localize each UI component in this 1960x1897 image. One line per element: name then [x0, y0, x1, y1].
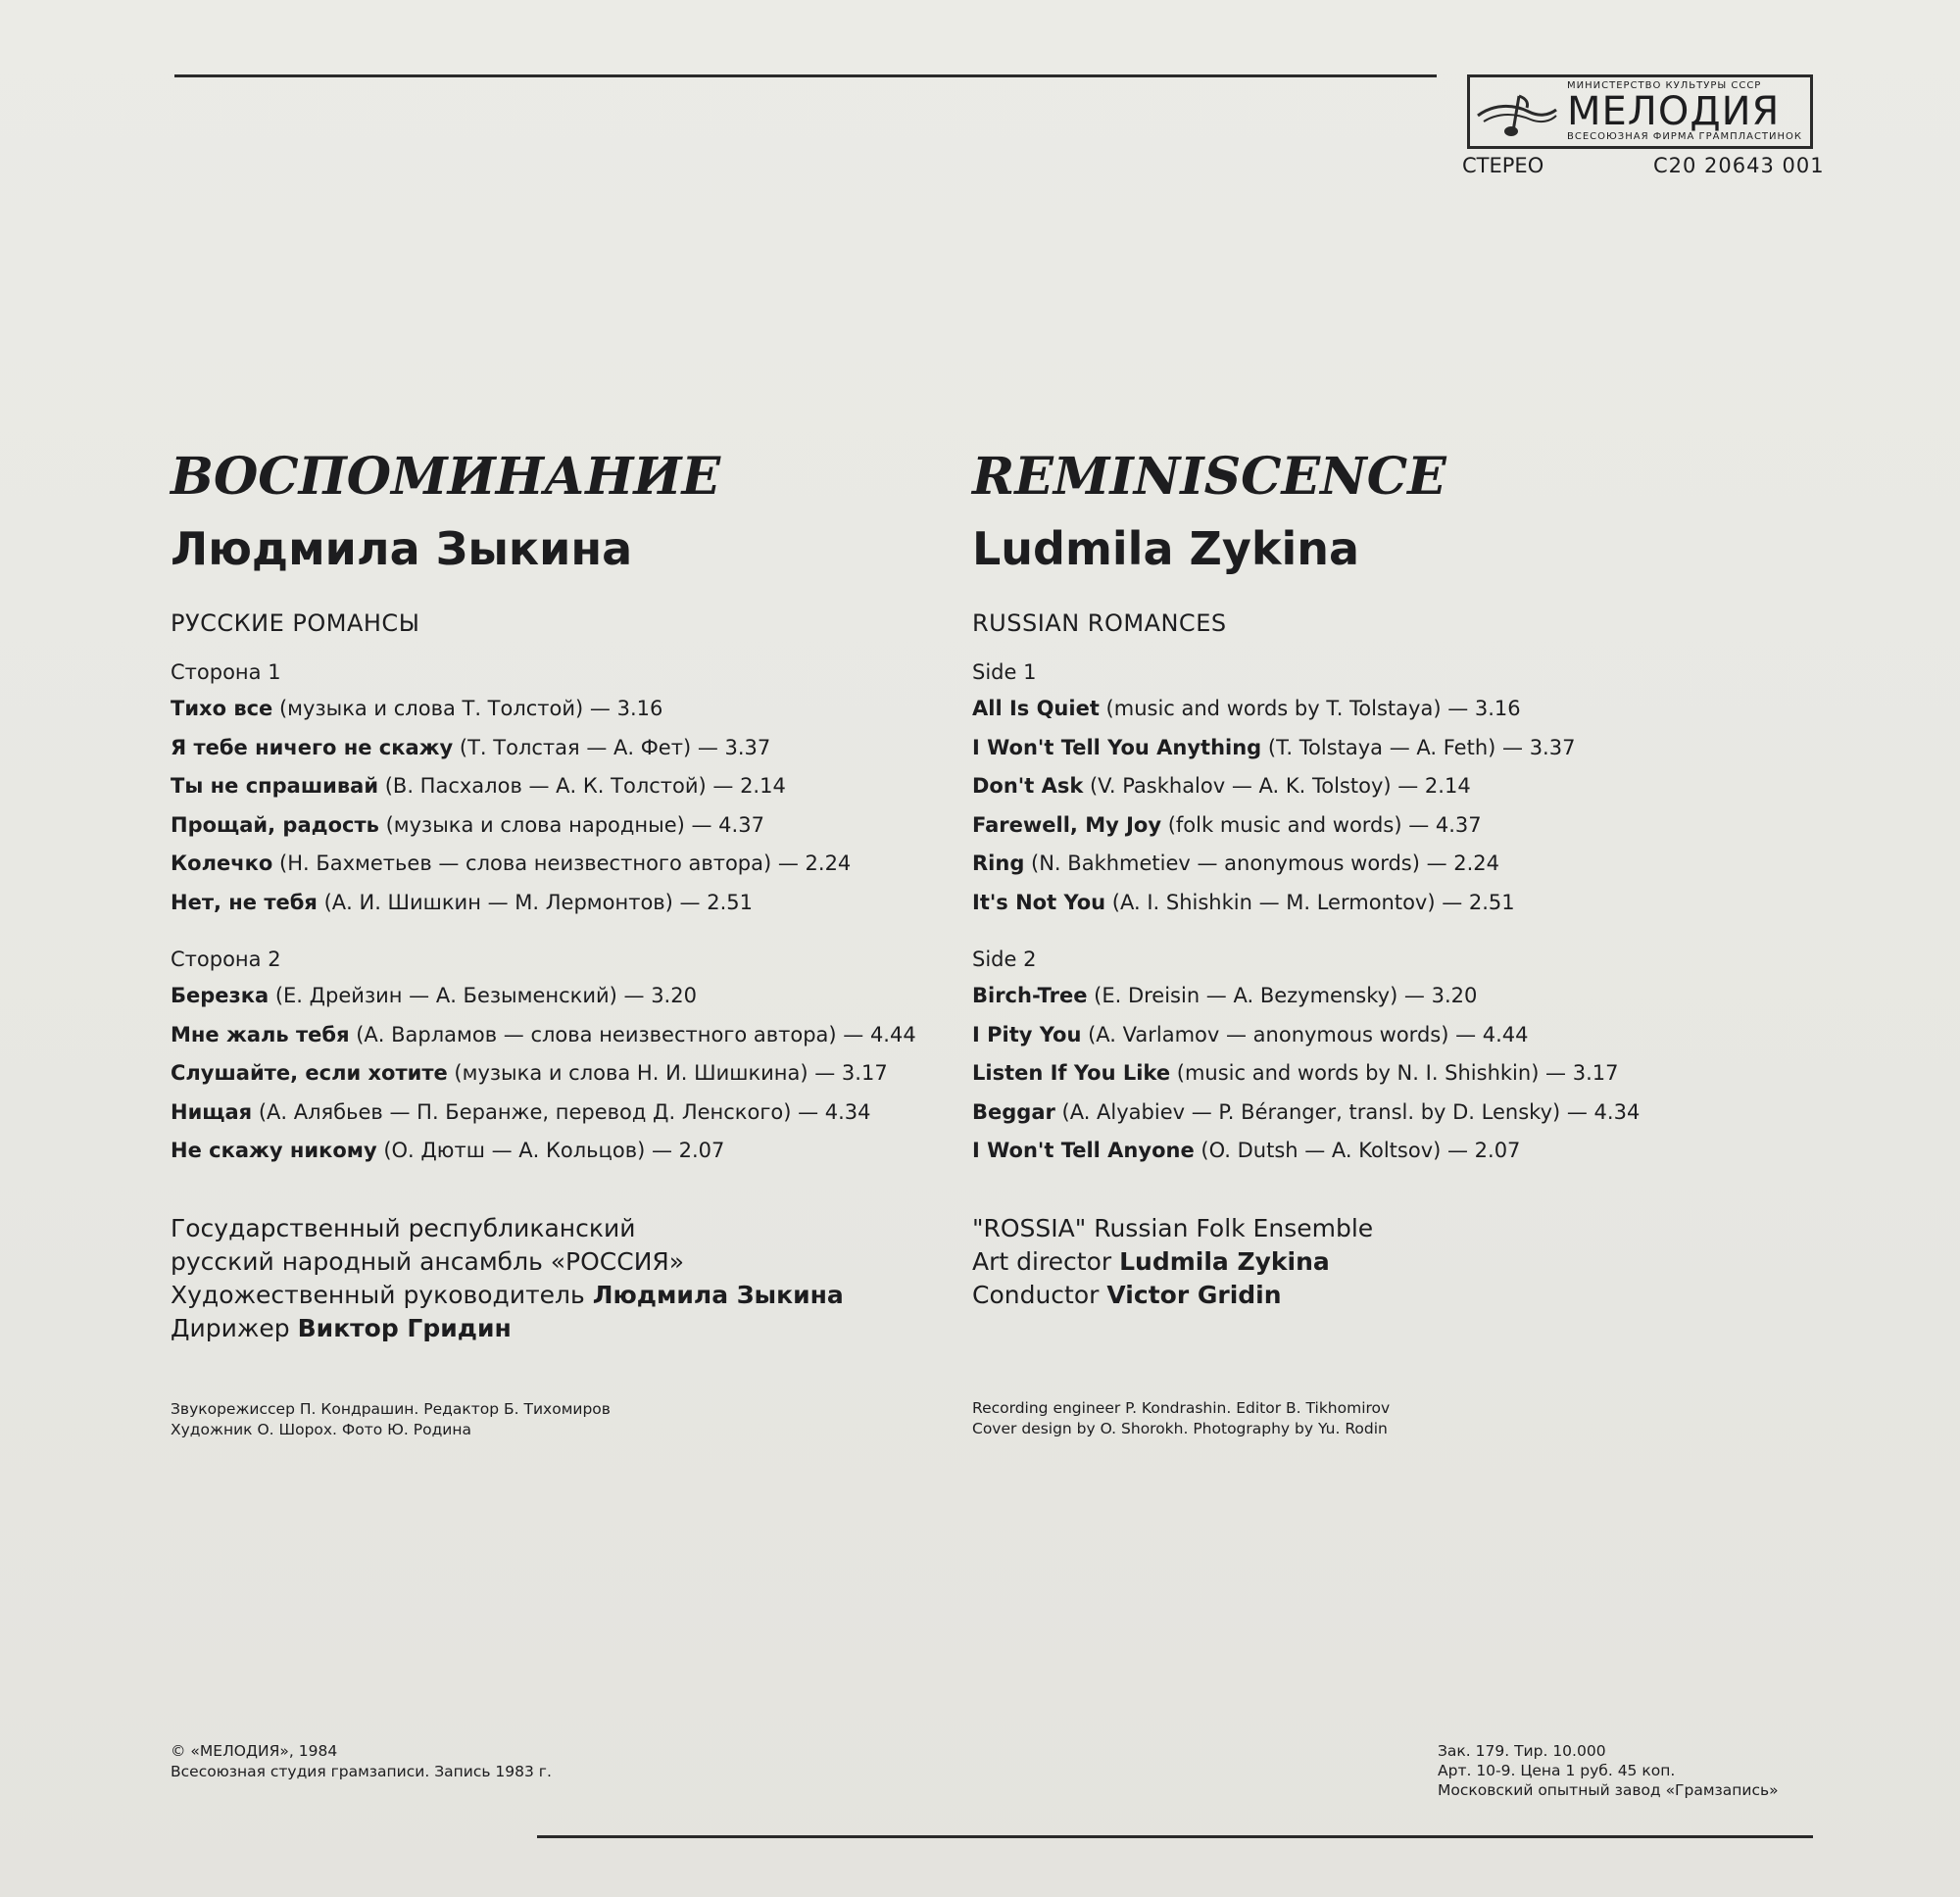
artist-name-ru: Людмила Зыкина	[171, 522, 633, 575]
track-info: (музыка и слова народные) — 4.37	[378, 812, 764, 837]
melodiya-logo	[1467, 74, 1813, 149]
track-info: (A. I. Shishkin — M. Lermontov) — 2.51	[1105, 890, 1515, 914]
track-info: (music and words by N. I. Shishkin) — 3.17	[1170, 1061, 1619, 1085]
track-title: Прощай, радость	[171, 812, 379, 837]
staff-line-2: Cover design by O. Shorokh. Photography by Yu. Rodin	[972, 1419, 1388, 1437]
staff-line-2: Художник О. Шорох. Фото Ю. Родина	[171, 1420, 472, 1438]
art-director-line: Художественный руководитель Людмила Зыкина	[171, 1280, 844, 1309]
artist-name-en: Ludmila Zykina	[972, 522, 1359, 575]
track-title: Beggar	[972, 1099, 1055, 1124]
collection-title-ru: РУССКИЕ РОМАНСЫ	[171, 609, 420, 637]
track-title: Березка	[171, 984, 270, 1007]
track-info: (А. И. Шишкин — М. Лермонтов) — 2.51	[317, 890, 753, 914]
staff-line-1: Звукорежиссер П. Кондрашин. Редактор Б. Тихомиров	[171, 1399, 611, 1418]
track-title: Farewell, My Joy	[972, 812, 1162, 837]
track-item	[972, 884, 1776, 923]
catalog-number: С20 20643 001	[1653, 154, 1825, 177]
track-item	[171, 845, 955, 884]
track-info: (А. Алябьев — П. Беранже, перевод Д. Ленского) — 4.34	[252, 1099, 871, 1124]
track-info: (V. Paskhalov — A. K. Tolstoy) — 2.14	[1083, 774, 1471, 798]
conductor-line: Conductor Victor Gridin	[972, 1280, 1282, 1309]
track-item	[972, 690, 1776, 729]
side2-label-ru: Сторона 2	[171, 948, 281, 971]
plant-line: Московский опытный завод «Грамзапись»	[1438, 1781, 1779, 1799]
album-title-ru: ВОСПОМИНАНИЕ	[171, 447, 721, 507]
track-item	[171, 1016, 955, 1055]
track-info: (В. Пасхалов — А. К. Толстой) — 2.14	[378, 774, 786, 798]
track-info: (folk music and words) — 4.37	[1161, 812, 1482, 837]
production-staff-ru	[171, 1399, 955, 1440]
track-item	[171, 806, 955, 846]
stereo-label: СТЕРЕО	[1462, 154, 1544, 177]
staff-line-1: Recording engineer P. Kondrashin. Editor B. Tikhomirov	[972, 1398, 1391, 1417]
track-item	[171, 884, 955, 923]
melodiya-emblem-icon	[1470, 77, 1563, 146]
track-item	[171, 1054, 955, 1094]
performer-credits-en	[972, 1212, 1776, 1312]
track-item	[972, 1094, 1776, 1133]
track-title: Нищая	[171, 1099, 253, 1124]
tracklist-side1-en	[972, 690, 1776, 922]
track-item	[171, 729, 955, 768]
track-info: (Е. Дрейзин — А. Безыменский) — 3.20	[269, 984, 697, 1007]
track-info: (N. Bakhmetiev — anonymous words) — 2.24	[1024, 851, 1500, 875]
side1-label-en: Side 1	[972, 660, 1037, 684]
logo-ministry-text: МИНИСТЕРСТВО КУЛЬТУРЫ СССР	[1567, 80, 1762, 91]
performer-credits-ru	[171, 1212, 955, 1345]
track-info: (Т. Толстая — А. Фет) — 3.37	[453, 735, 771, 759]
track-title: Слушайте, если хотите	[171, 1061, 448, 1085]
track-title: Listen If You Like	[972, 1061, 1171, 1085]
track-item	[171, 1094, 955, 1133]
track-title: Колечко	[171, 851, 273, 875]
russian-column	[171, 443, 955, 1440]
order-line: Зак. 179. Тир. 10.000	[1438, 1742, 1606, 1760]
track-info: (A. Alyabiev — P. Béranger, transl. by D. Lensky) — 4.34	[1054, 1099, 1641, 1124]
copyright-line: © «МЕЛОДИЯ», 1984	[171, 1742, 338, 1760]
track-title: I Won't Tell Anyone	[972, 1139, 1195, 1162]
track-info: (О. Дютш — А. Кольцов) — 2.07	[376, 1139, 725, 1162]
track-title: All Is Quiet	[972, 697, 1100, 720]
side1-label-ru: Сторона 1	[171, 660, 281, 684]
track-info: (T. Tolstaya — A. Feth) — 3.37	[1261, 735, 1576, 759]
track-title: Не скажу никому	[171, 1139, 377, 1162]
bottom-divider	[537, 1835, 1813, 1838]
collection-title-en: RUSSIAN ROMANCES	[972, 609, 1227, 637]
ensemble-line-1: Государственный республиканский	[171, 1213, 636, 1242]
production-staff-en	[972, 1398, 1776, 1439]
track-info: (music and words by T. Tolstaya) — 3.16	[1099, 697, 1521, 720]
track-title: I Won't Tell You Anything	[972, 735, 1262, 759]
tracklist-side2-ru	[171, 977, 955, 1171]
art-director-line: Art director Ludmila Zykina	[972, 1246, 1330, 1276]
track-item	[171, 977, 955, 1016]
print-info-block	[1438, 1741, 1779, 1800]
tracklist-side2-en	[972, 977, 1776, 1171]
track-info: (A. Varlamov — anonymous words) — 4.44	[1081, 1022, 1529, 1046]
track-title: I Pity You	[972, 1022, 1082, 1046]
track-title: Don't Ask	[972, 774, 1084, 798]
track-item	[972, 1132, 1776, 1171]
track-title: Нет, не тебя	[171, 890, 318, 914]
track-item	[171, 767, 955, 806]
album-title-en: REMINISCENCE	[972, 447, 1446, 507]
track-info: (Н. Бахметьев — слова неизвестного автора) — 2.24	[272, 851, 852, 875]
track-info: (музыка и слова Т. Толстой) — 3.16	[272, 697, 663, 720]
track-item	[972, 767, 1776, 806]
price-line: Арт. 10-9. Цена 1 руб. 45 коп.	[1438, 1762, 1676, 1779]
track-item	[972, 977, 1776, 1016]
track-title: Birch-Tree	[972, 984, 1088, 1007]
track-item	[972, 845, 1776, 884]
side2-label-en: Side 2	[972, 948, 1037, 971]
track-item	[972, 806, 1776, 846]
track-item	[972, 1054, 1776, 1094]
track-title: Мне жаль тебя	[171, 1022, 350, 1046]
track-info: (А. Варламов — слова неизвестного автора) — 4.44	[349, 1022, 916, 1046]
track-info: (O. Dutsh — A. Koltsov) — 2.07	[1194, 1139, 1521, 1162]
top-divider	[174, 74, 1437, 77]
ensemble-line: "ROSSIA" Russian Folk Ensemble	[972, 1213, 1374, 1242]
english-column	[972, 443, 1776, 1439]
track-item	[972, 729, 1776, 768]
track-info: (E. Dreisin — A. Bezymensky) — 3.20	[1087, 984, 1478, 1007]
conductor-line: Дирижер Виктор Гридин	[171, 1313, 512, 1342]
track-title: Ring	[972, 851, 1025, 875]
track-item	[171, 690, 955, 729]
track-title: It's Not You	[972, 890, 1106, 914]
logo-firm-text: ВСЕСОЮЗНАЯ ФИРМА ГРАМПЛАСТИНОК	[1567, 131, 1803, 142]
track-title: Тихо все	[171, 697, 273, 720]
track-title: Я тебе ничего не скажу	[171, 735, 454, 759]
ensemble-line-2: русский народный ансамбль «РОССИЯ»	[171, 1246, 685, 1276]
logo-brand-text: МЕЛОДИЯ	[1567, 89, 1781, 134]
tracklist-side1-ru	[171, 690, 955, 922]
track-title: Ты не спрашивай	[171, 774, 379, 798]
copyright-block	[171, 1741, 552, 1782]
track-item	[972, 1016, 1776, 1055]
studio-line: Всесоюзная студия грамзаписи. Запись 1983 г.	[171, 1763, 552, 1780]
track-item	[171, 1132, 955, 1171]
track-info: (музыка и слова Н. И. Шишкина) — 3.17	[447, 1061, 888, 1085]
